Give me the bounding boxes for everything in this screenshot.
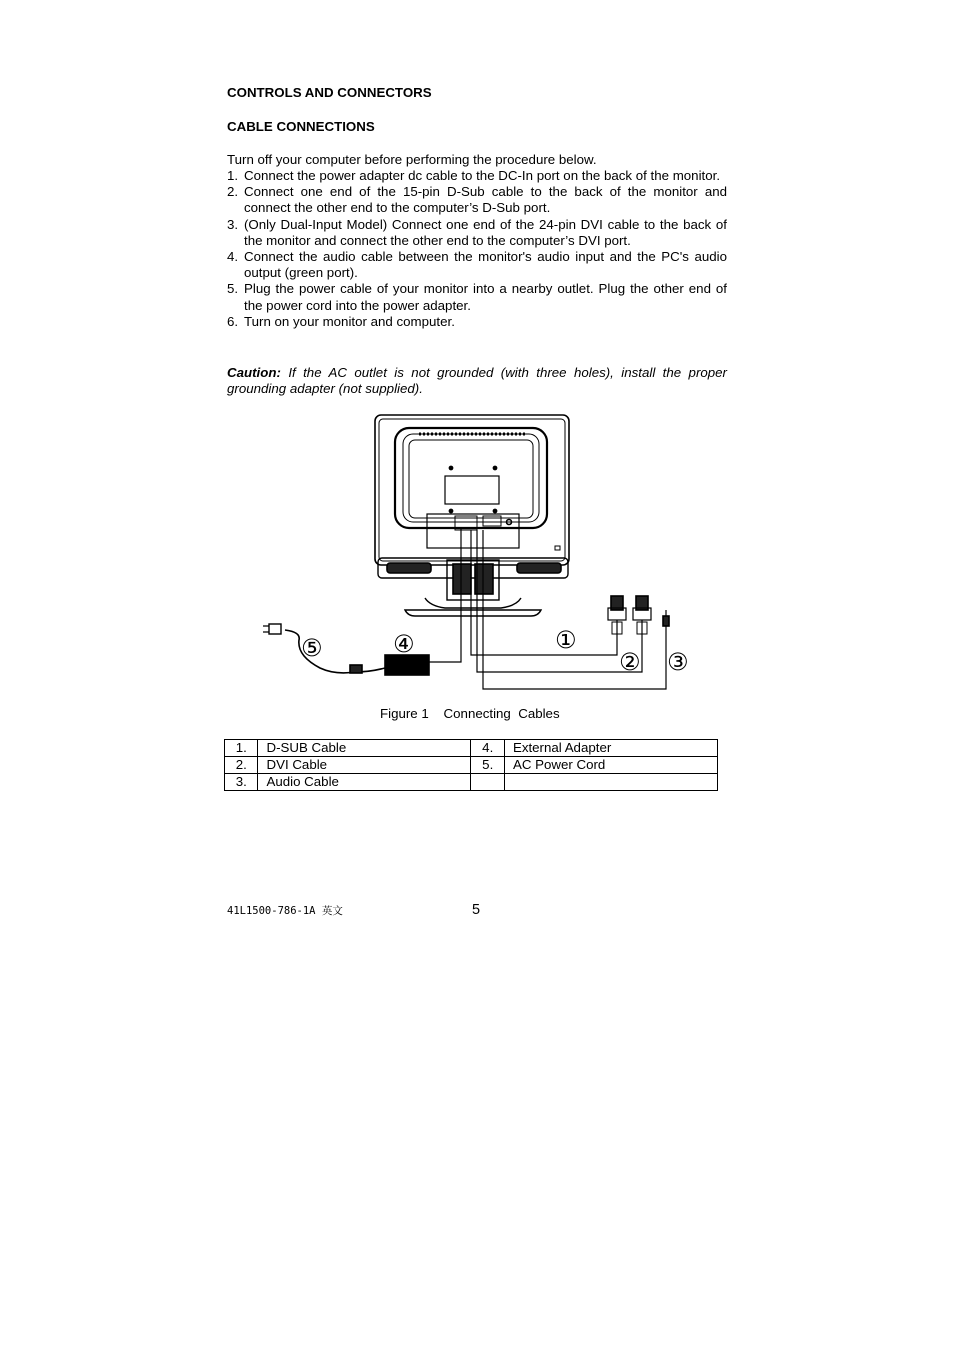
step-item (227, 168, 727, 184)
caution-label: Caution: (227, 365, 281, 380)
cable-legend-table (224, 739, 718, 791)
steps-list (227, 168, 727, 330)
intro-text: Turn off your computer before performing the procedure below. (227, 152, 597, 167)
step-number: 6. (227, 313, 239, 329)
caution-note (227, 365, 727, 397)
document-code: 41L1500-786-1A 英文 (227, 905, 343, 917)
monitor-stand-base (405, 610, 541, 616)
step-item (227, 281, 727, 313)
power-plug (269, 624, 281, 634)
table-row (225, 774, 718, 791)
item-number (471, 774, 504, 791)
step-number: 5. (227, 281, 239, 297)
item-label: Audio Cable (258, 774, 471, 791)
item-number: 3. (225, 774, 258, 791)
table-row (225, 757, 718, 774)
connection-diagram (255, 410, 700, 695)
step-item (227, 314, 727, 330)
step-item (227, 217, 727, 249)
step-number: 4. (227, 249, 239, 265)
callout-2: ② (619, 648, 641, 676)
ac-power-cord (285, 630, 385, 673)
item-label: DVI Cable (258, 757, 471, 774)
step-item (227, 184, 727, 216)
callout-3: ③ (667, 648, 689, 676)
step-number: 2. (227, 184, 239, 200)
item-label (504, 774, 717, 791)
item-label: D-SUB Cable (258, 740, 471, 757)
item-number: 5. (471, 757, 504, 774)
step-item (227, 249, 727, 281)
item-number: 2. (225, 757, 258, 774)
table-row (225, 740, 718, 757)
step-text: Connect the audio cable between the monitor's audio input and the PC's audio output (green port). (244, 249, 727, 281)
page-number: 5 (472, 902, 481, 918)
step-text: Turn on your monitor and computer. (244, 313, 455, 329)
caution-text: If the AC outlet is not grounded (with three holes), install the proper grounding adapter (not supplied). (227, 365, 727, 397)
step-number: 1. (227, 168, 239, 183)
item-label: External Adapter (504, 740, 717, 757)
step-text: Connect one end of the 15-pin D-Sub cable to the back of the monitor and connect the other end to the computer’s D-Sub port. (244, 184, 727, 216)
callout-5: ⑤ (301, 634, 323, 662)
monitor-rear-panel (395, 428, 547, 528)
item-label: AC Power Cord (504, 757, 717, 774)
figure-caption: Figure 1 Connecting Cables (380, 706, 560, 721)
step-number: 3. (227, 216, 239, 232)
callout-4: ④ (393, 630, 415, 658)
item-number: 1. (225, 740, 258, 757)
step-text: Connect the power adapter dc cable to the DC-In port on the back of the monitor. (244, 168, 721, 183)
step-text: (Only Dual-Input Model) Connect one end of the 24-pin DVI cable to the back of the monitor and connect the other end to the computer’s DVI port. (244, 216, 727, 248)
item-number: 4. (471, 740, 504, 757)
monitor-back-outline (375, 415, 569, 565)
section-subtitle: CABLE CONNECTIONS (227, 119, 375, 134)
callout-1: ① (555, 626, 577, 654)
external-adapter (385, 655, 429, 675)
step-text: Plug the power cable of your monitor into a nearby outlet. Plug the other end of the power cord into the power adapter. (244, 281, 727, 313)
section-title: CONTROLS AND CONNECTORS (227, 85, 432, 100)
